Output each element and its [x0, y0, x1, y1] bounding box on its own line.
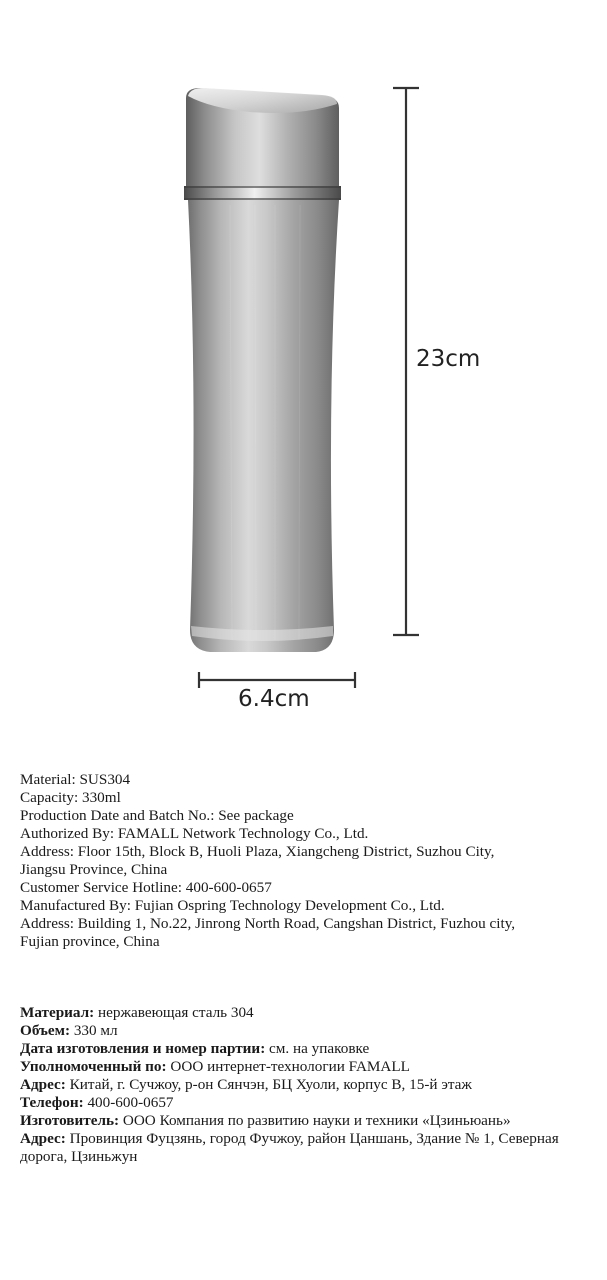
- spec-address-1-cont: Jiangsu Province, China: [20, 861, 168, 878]
- spec-address-1: Address: Floor 15th, Block B, Huoli Plaza, Xiangcheng District, Suzhou City,: [20, 843, 495, 860]
- spec-ru-material: [20, 1004, 590, 1022]
- spec-authorized-by: Authorized By: FAMALL Network Technology Co., Ltd.: [20, 825, 369, 842]
- spec-ru-key: Изготовитель:: [20, 1112, 120, 1129]
- spec-ru-value: Китай, г. Сучжоу, р-он Сянчэн, БЦ Хуоли, корпус B, 15-й этаж: [65, 1076, 472, 1093]
- spec-capacity: Capacity: 330ml: [20, 789, 121, 806]
- spec-address-2: Address: Building 1, No.22, Jinrong North Road, Cangshan District, Fuzhou city,: [20, 915, 516, 932]
- specifications-russian: [20, 1004, 590, 1166]
- spec-ru-key: Дата изготовления и номер партии:: [20, 1040, 266, 1057]
- spec-ru-manufacturer: [20, 1112, 590, 1130]
- spec-ru-value: ООО Компания по развитию науки и техники «Цзиньюань»: [119, 1112, 511, 1129]
- width-label: 6.4cm: [238, 686, 310, 712]
- spec-ru-value: Провинция Фуцзянь, город Фучжоу, район Цаншань, Здание № 1, Северная дорога, Цзиньжун: [20, 1130, 559, 1165]
- spec-ru-value: см. на упаковке: [265, 1040, 370, 1057]
- spec-material: Material: SUS304: [20, 771, 131, 788]
- spec-ru-date: [20, 1040, 590, 1058]
- spec-ru-volume: [20, 1022, 590, 1040]
- spec-ru-key: Адрес:: [20, 1076, 66, 1093]
- spec-ru-key: Адрес:: [20, 1130, 66, 1147]
- spec-ru-address-2: [20, 1130, 590, 1166]
- spec-ru-key: Материал:: [20, 1004, 95, 1021]
- spec-ru-key: Объем:: [20, 1022, 71, 1039]
- spec-address-2-cont: Fujian province, China: [20, 933, 160, 950]
- spec-manufacturer: Manufactured By: Fujian Ospring Technology Development Co., Ltd.: [20, 897, 445, 914]
- spec-ru-value: ООО интернет-технологии FAMALL: [166, 1058, 410, 1075]
- specifications-english: [20, 771, 590, 951]
- spec-production-date: Production Date and Batch No.: See package: [20, 807, 294, 824]
- spec-ru-key: Уполномоченный по:: [20, 1058, 167, 1075]
- spec-ru-key: Телефон:: [20, 1094, 84, 1111]
- height-label: 23cm: [416, 346, 481, 372]
- spec-hotline: Customer Service Hotline: 400-600-0657: [20, 879, 272, 896]
- spec-ru-phone: [20, 1094, 590, 1112]
- spec-ru-value: нержавеющая сталь 304: [94, 1004, 254, 1021]
- spec-ru-address-1: [20, 1076, 590, 1094]
- spec-ru-value: 330 мл: [70, 1022, 118, 1039]
- spec-ru-authorized: [20, 1058, 590, 1076]
- spec-ru-value: 400-600-0657: [83, 1094, 174, 1111]
